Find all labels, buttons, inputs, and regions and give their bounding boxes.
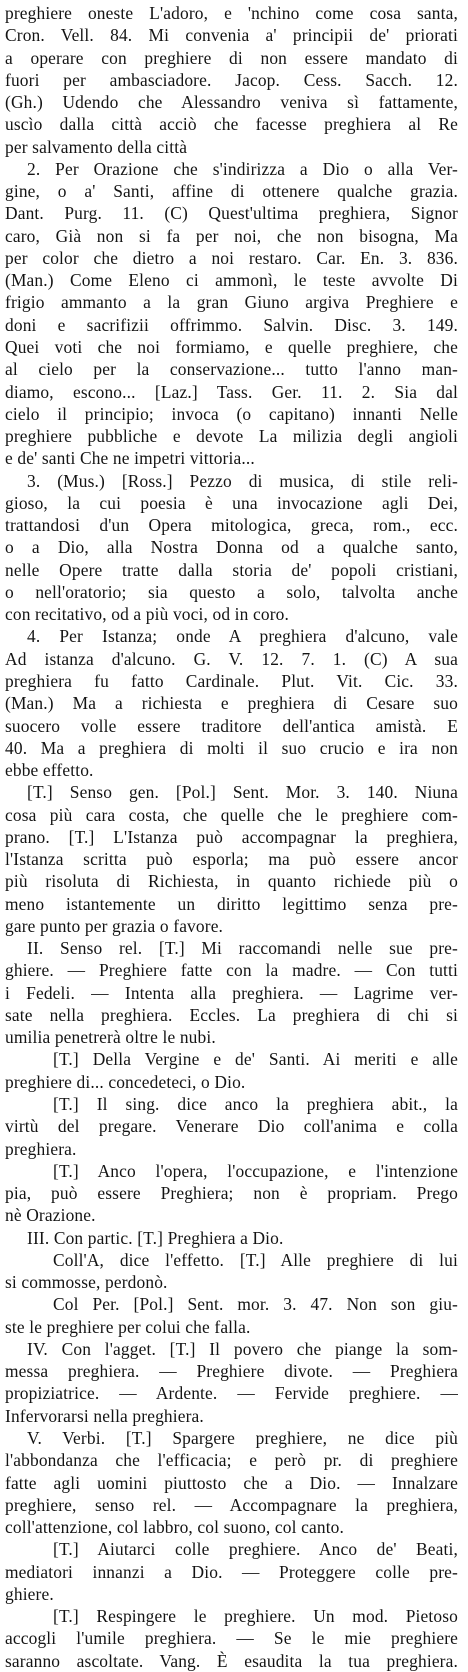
text-line: pia, può essere Preghiera; non è propriam. Prego [5,1183,458,1204]
text-line: virtù del pregare. Venerare Dio coll'anima e colla [5,1116,458,1137]
text-line: [T.] Della Vergine e de' Santi. Ai meriti e alle [53,1049,458,1070]
text-line: IV. Con l'agget. [T.] Il povero che piange la som- [27,1338,458,1359]
text-line: V. Verbi. [T.] Spargere preghiere, ne dice più [27,1428,458,1448]
text-line: cielo il principio; invoca (o capitano) innanti Nelle [5,403,458,424]
text-line: preghiere, senso rel. — Accompagnare la preghiera, [5,1494,458,1515]
text-line: [T.] Aiutarci colle preghiere. Anco de' Beati, [53,1539,458,1560]
text-line: Dant. Purg. 11. (C) Quest'ultima preghiera, Signor [5,203,458,224]
text-line: trattandosi d'un Opera mitologica, greca, rom., ecc. [5,515,458,536]
text-line: preghiere pubbliche e devote La milizia degli angioli [5,426,458,447]
text-line: II. Senso rel. [T.] Mi raccomandi nelle sue pre- [27,938,458,959]
text-line: (Gh.) Udendo che Alessandro veniva sì fattamente, [5,92,458,113]
text-line: gioso, la cui poesia è una invocazione agli Dei, [5,492,458,513]
text-line: accogli l'umile preghiera. — Se le mie preghiere [5,1628,458,1649]
text-line: prano. [T.] L'Istanza può accompagnar la preghiera, [5,826,458,847]
text-line: gine, o a' Santi, affine di ottenere qualche grazia. [5,181,458,202]
text-line: suocero volle essere traditore dell'antica amistà. E [5,715,458,736]
text-line: fatte agli uomini piuttosto che a Dio. — Innalzare [5,1472,458,1493]
text-line: sate nella preghiera. Eccles. La preghiera di chi si [5,1004,458,1025]
text-line: umilia penetrerà oltre le nubi. [5,1027,216,1048]
text-line: o a Dio, alla Nostra Donna od a qualche santo, [5,537,458,558]
text-line: Quei voti che noi formiamo, e quelle preghiere, che [5,336,458,357]
text-line: e de' santi Che ne impetri vittoria... [5,448,255,469]
text-line: (Man.) Come Eleno ci ammonì, le teste avvolte Di [5,270,458,291]
text-line: [T.] Senso gen. [Pol.] Sent. Mor. 3. 140. Niuna [27,782,458,803]
text-line: ebbe effetto. [5,760,94,781]
text-line: (Man.) Ma a richiesta e preghiera di Cesare suo [5,693,458,714]
text-line: per color che dietro a noi restaro. Car. En. 3. 836. [5,247,458,268]
text-line: ste le preghiere per colui che falla. [5,1316,251,1337]
text-line: [T.] Respingere le preghiere. Un mod. Pietoso [53,1606,458,1627]
text-line: diamo, escono... [Laz.] Tass. Ger. 11. 2. Sia dal [5,381,458,402]
text-line: 40. Ma a preghiera di molti il suo crucio e ira non [5,737,458,758]
text-line: Infervorarsi nella preghiera. [5,1405,204,1426]
text-line: per salvamento della città [5,136,188,157]
text-line: preghiere oneste L'adoro, e 'nchino come cosa santa, [5,3,458,23]
text-line: gare punto per grazia o favore. [5,915,224,936]
text-line: a operare con preghiere di non essere mandato di [5,47,458,68]
text-line: nè Orazione. [5,1205,96,1226]
text-line: propiziatrice. — Ardente. — Fervide preghiere. — [5,1383,458,1404]
text-line: l'Istanza scritta può esporla; ma può essere ancor [5,849,458,870]
text-line: nelle Opere tratte dalla storia de' popoli cristiani, [5,559,458,580]
text-line: al cielo per la conservazione... tutto l'anno man- [5,359,458,380]
text-line: frigio ammanto a la gran Giuno argiva Preghiere e [5,292,458,313]
text-line: Col Per. [Pol.] Sent. mor. 3. 47. Non son giu- [53,1294,458,1315]
text-line: Cron. Vell. 84. Mi convenia a' principii de' priorati [5,25,458,46]
text-line: 3. (Mus.) [Ross.] Pezzo di musica, di stile reli- [27,470,458,491]
text-line: preghiera. [5,1138,77,1159]
text-line: doni e sacrifizii offrimmo. Salvin. Disc. 3. 149. [5,314,458,335]
text-line: saranno ascoltate. Vang. È esaudita la tua preghiera. [5,1650,458,1671]
text-line: con recitativo, od a più voci, od in coro. [5,604,289,625]
text-line: preghiere di... concedeteci, o Dio. [5,1071,246,1092]
text-line: o nell'oratorio; sia questo a solo, talvolta anche [5,581,458,602]
text-line: [T.] Anco l'opera, l'occupazione, e l'intenzione [53,1160,458,1181]
text-line: ghiere. [5,1583,54,1604]
text-line: fuori per ambasciadore. Jacop. Cess. Sacch. 12. [5,69,458,90]
text-line: meno istantemente un diritto legittimo senza pre- [5,893,458,914]
text-line: cosa più cara costa, che quelle che le preghiere com- [5,804,458,825]
text-line: coll'attenzione, col labbro, col suono, col canto. [5,1517,345,1538]
text-line: Ad istanza d'alcuno. G. V. 12. 7. 1. (C) A sua [5,648,458,669]
text-line: uscìo dalla città acciò che facesse preghiera al Re [5,114,458,135]
text-line: 2. Per Orazione che s'indirizza a Dio o alla Ver- [27,158,458,179]
text-line: l'abbondanza che l'efficacia; e però pr. di preghiere [5,1450,458,1471]
text-line: mediatori innanzi a Dio. — Proteggere colle pre- [5,1561,458,1582]
text-line: 4. Per Istanza; onde A preghiera d'alcuno, vale [27,626,458,647]
text-line: più risoluta di Richiesta, in quanto richiede più o [5,871,458,892]
text-line: ghiere. — Preghiere fatte con la madre. — Con tutti [5,960,458,981]
text-line: Coll'A, dice l'effetto. [T.] Alle preghiere di lui [53,1249,458,1270]
text-line: III. Con partic. [T.] Preghiera a Dio. [27,1227,284,1248]
text-line: si commosse, perdonò. [5,1272,168,1293]
text-line: i Fedeli. — Intenta alla preghiera. — Lagrime ver- [5,982,458,1003]
text-line: caro, Già non si fa per noi, che non bisogna, Ma [5,225,458,246]
text-line: [T.] Il sing. dice anco la preghiera abit., la [53,1094,458,1115]
text-line: preghiera fu fatto Cardinale. Plut. Vit. Cic. 33. [5,670,458,691]
text-line: messa preghiera. — Preghiere divote. — Preghiera [5,1361,458,1382]
